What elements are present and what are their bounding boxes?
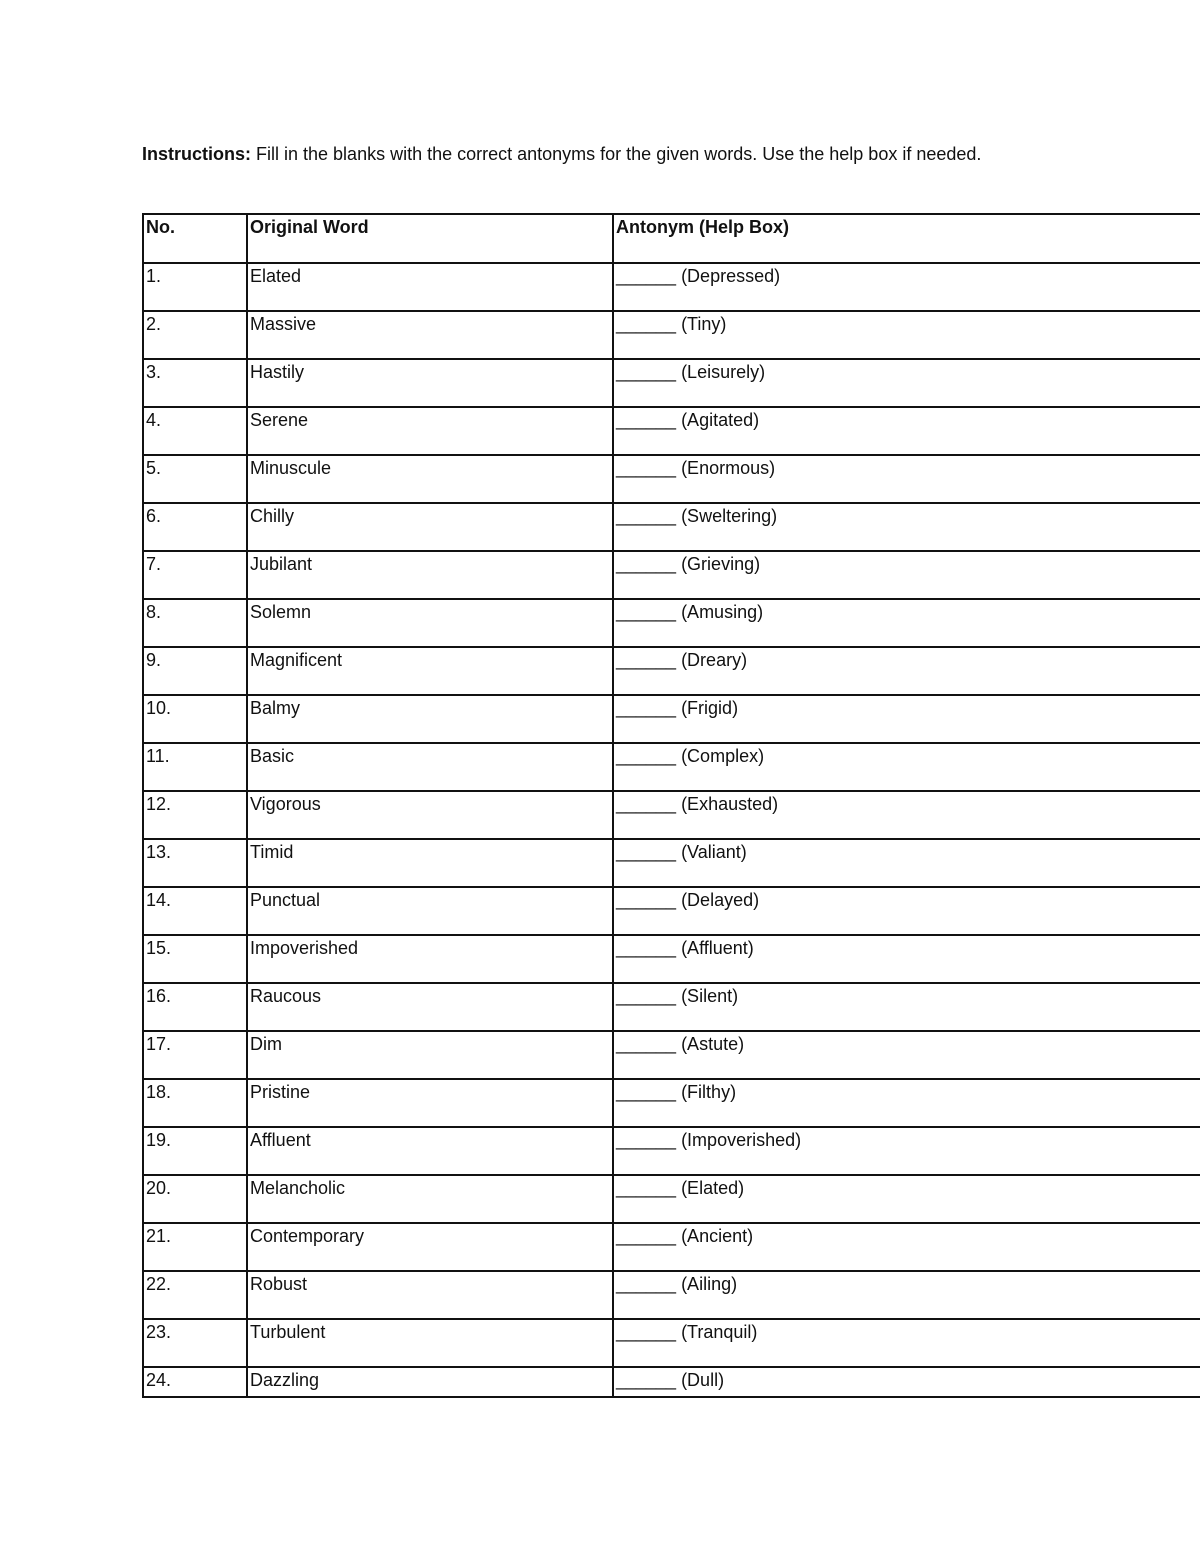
original-word: Impoverished (247, 935, 613, 983)
header-antonym: Antonym (Help Box) (613, 214, 1200, 263)
row-number: 20. (143, 1175, 247, 1223)
antonym-blank: ______ (Exhausted) (613, 791, 1200, 839)
original-word: Balmy (247, 695, 613, 743)
original-word: Serene (247, 407, 613, 455)
table-row (143, 983, 1200, 1031)
row-number: 22. (143, 1271, 247, 1319)
original-word: Contemporary (247, 1223, 613, 1271)
table-row (143, 1319, 1200, 1367)
original-word: Timid (247, 839, 613, 887)
antonym-blank: ______ (Dreary) (613, 647, 1200, 695)
table-row (143, 1367, 1200, 1397)
row-number: 14. (143, 887, 247, 935)
row-number: 17. (143, 1031, 247, 1079)
row-number: 24. (143, 1367, 247, 1397)
original-word: Massive (247, 311, 613, 359)
antonym-blank: ______ (Grieving) (613, 551, 1200, 599)
antonym-blank: ______ (Enormous) (613, 455, 1200, 503)
antonym-blank: ______ (Ailing) (613, 1271, 1200, 1319)
table-row (143, 311, 1200, 359)
row-number: 5. (143, 455, 247, 503)
row-number: 12. (143, 791, 247, 839)
row-number: 2. (143, 311, 247, 359)
original-word: Pristine (247, 1079, 613, 1127)
row-number: 19. (143, 1127, 247, 1175)
original-word: Turbulent (247, 1319, 613, 1367)
row-number: 15. (143, 935, 247, 983)
table-row (143, 791, 1200, 839)
antonym-blank: ______ (Ancient) (613, 1223, 1200, 1271)
table-row (143, 455, 1200, 503)
antonym-blank: ______ (Agitated) (613, 407, 1200, 455)
row-number: 11. (143, 743, 247, 791)
original-word: Basic (247, 743, 613, 791)
row-number: 18. (143, 1079, 247, 1127)
original-word: Vigorous (247, 791, 613, 839)
table-row (143, 1031, 1200, 1079)
original-word: Dim (247, 1031, 613, 1079)
original-word: Affluent (247, 1127, 613, 1175)
antonym-table (142, 213, 1200, 1398)
original-word: Solemn (247, 599, 613, 647)
table-row (143, 551, 1200, 599)
table-row (143, 935, 1200, 983)
table-row (143, 407, 1200, 455)
row-number: 1. (143, 263, 247, 311)
row-number: 9. (143, 647, 247, 695)
row-number: 23. (143, 1319, 247, 1367)
antonym-blank: ______ (Leisurely) (613, 359, 1200, 407)
table-row (143, 359, 1200, 407)
original-word: Jubilant (247, 551, 613, 599)
original-word: Melancholic (247, 1175, 613, 1223)
table-row (143, 1127, 1200, 1175)
table-row (143, 263, 1200, 311)
table-row (143, 1175, 1200, 1223)
table-row (143, 887, 1200, 935)
row-number: 6. (143, 503, 247, 551)
original-word: Hastily (247, 359, 613, 407)
instructions-label: Instructions: (142, 144, 252, 164)
instructions-text: Fill in the blanks with the correct antonyms for the given words. Use the help box if needed. (251, 144, 982, 164)
original-word: Chilly (247, 503, 613, 551)
antonym-blank: ______ (Astute) (613, 1031, 1200, 1079)
row-number: 13. (143, 839, 247, 887)
antonym-blank: ______ (Filthy) (613, 1079, 1200, 1127)
table-row (143, 503, 1200, 551)
antonym-blank: ______ (Silent) (613, 983, 1200, 1031)
table-header-row (143, 214, 1200, 263)
antonym-blank: ______ (Frigid) (613, 695, 1200, 743)
header-no: No. (143, 214, 247, 263)
row-number: 8. (143, 599, 247, 647)
row-number: 3. (143, 359, 247, 407)
row-number: 10. (143, 695, 247, 743)
table-row (143, 743, 1200, 791)
table-row (143, 839, 1200, 887)
antonym-blank: ______ (Valiant) (613, 839, 1200, 887)
antonym-blank: ______ (Delayed) (613, 887, 1200, 935)
table-row (143, 647, 1200, 695)
original-word: Punctual (247, 887, 613, 935)
antonym-blank: ______ (Elated) (613, 1175, 1200, 1223)
original-word: Robust (247, 1271, 613, 1319)
original-word: Magnificent (247, 647, 613, 695)
original-word: Minuscule (247, 455, 613, 503)
original-word: Elated (247, 263, 613, 311)
table-row (143, 695, 1200, 743)
table-row (143, 1223, 1200, 1271)
original-word: Raucous (247, 983, 613, 1031)
antonym-blank: ______ (Tiny) (613, 311, 1200, 359)
row-number: 4. (143, 407, 247, 455)
table-body (143, 263, 1200, 1397)
header-original-word: Original Word (247, 214, 613, 263)
row-number: 21. (143, 1223, 247, 1271)
original-word: Dazzling (247, 1367, 613, 1397)
row-number: 16. (143, 983, 247, 1031)
antonym-blank: ______ (Complex) (613, 743, 1200, 791)
table-row (143, 1271, 1200, 1319)
antonym-blank: ______ (Affluent) (613, 935, 1200, 983)
antonym-blank: ______ (Impoverished) (613, 1127, 1200, 1175)
table-row (143, 1079, 1200, 1127)
table-row (143, 599, 1200, 647)
antonym-blank: ______ (Amusing) (613, 599, 1200, 647)
antonym-blank: ______ (Tranquil) (613, 1319, 1200, 1367)
row-number: 7. (143, 551, 247, 599)
antonym-blank: ______ (Dull) (613, 1367, 1200, 1397)
antonym-blank: ______ (Depressed) (613, 263, 1200, 311)
instructions (142, 140, 1012, 168)
antonym-blank: ______ (Sweltering) (613, 503, 1200, 551)
